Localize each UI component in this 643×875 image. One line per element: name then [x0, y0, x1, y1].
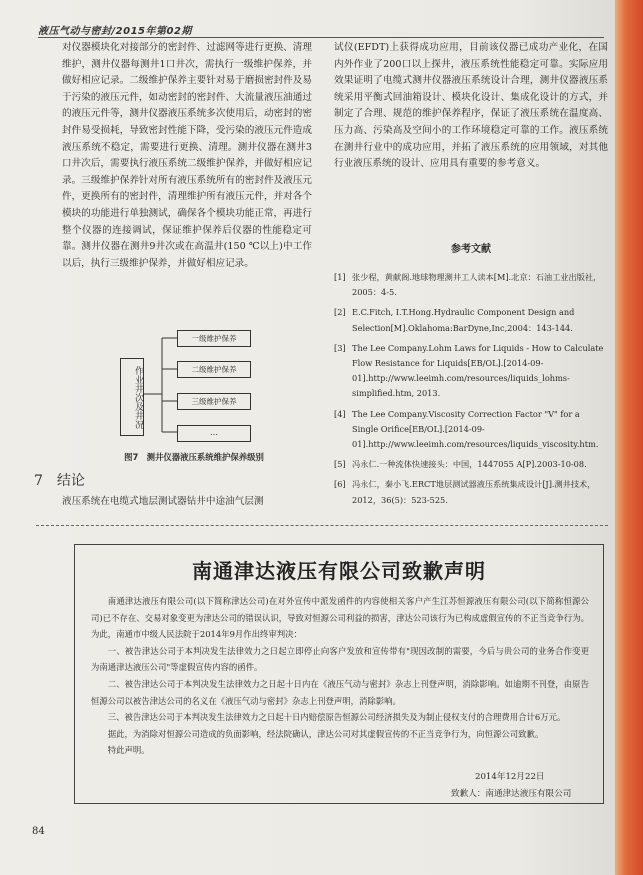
- figure-left-box: 作业井次及井况: [120, 358, 144, 436]
- section-heading: [34, 470, 85, 490]
- page-edge-color-band: [615, 0, 643, 875]
- right-column: [334, 40, 608, 173]
- reference-number: [4]: [334, 408, 346, 419]
- reference-number: [2]: [334, 307, 346, 318]
- reference-item: [334, 407, 608, 453]
- notice-body: [91, 593, 589, 759]
- section-divider: [36, 525, 608, 526]
- figure-level-2-box: 二级维护保养: [177, 361, 251, 378]
- reference-number: [5]: [334, 459, 346, 470]
- header-rule: [38, 37, 604, 38]
- apology-notice-box: [74, 544, 604, 804]
- reference-text: E.C.Fitch, I.T.Hong.Hydraulic Component Design and Selection[M].Oklahoma:BarDyne,Inc,2004：143-144.: [352, 307, 575, 333]
- reference-number: [3]: [334, 342, 346, 353]
- figure-caption: 图7 测井仪器液压系统维护保养级别: [124, 452, 264, 462]
- reference-item: [334, 305, 608, 335]
- references-title: 参考文献: [451, 244, 491, 255]
- reference-text: The Lee Company.Lohm Laws for Liquids - How to Calculate Flow Resistance for Liquids[EB/OL].[2014-09-01].http://www.leeimh.com/resources/liquids_lohms-simplified.htm, 2013.: [352, 342, 604, 399]
- notice-paragraph: 特此声明。: [107, 745, 150, 756]
- notice-signature: 致歉人：南通津达液压有限公司: [451, 789, 572, 799]
- left-column-paragraph: 对仪器模块化对接部分的密封件、过滤网等进行更换、清理维护，测井仪器每测井1口井次，需执行一级维护保养，并做好相应记录。二级维护保养主要针对易于磨损密封件及易于污染的液压元件，如动密封的密封件、大流量液压油通过的液压元件等，测井仪器液压系统多次使用后，动密封的密封件易受损耗，导致密封性能下降，受污染的液压元件造成液压系统不稳定，需要进行更换、清理。测井仪器在测井3口井次后，需要执行液压系统二级维护保养，并做好相应记录。三级维护保养针对所有液压系统所有的密封件及液压元件，更换所有的密封件，清理维护所有液压元件，并对各个模块的功能进行单独测试，确保各个模块功能正常，再进行整个仪器的连接调试，保证维护保养后仪器的性能稳定可靠。测井仪器在测井9井次或在高温井(150 ℃以上)中工作以后，执行三级维护保养，并做好相应记录。: [62, 42, 312, 269]
- reference-text: 冯永仁，秦小飞.ERCT地层测试器液压系统集成设计[J].测井技术，2012，36(5)：523-525.: [352, 479, 596, 505]
- reference-number: [1]: [334, 272, 346, 282]
- reference-text: 张少程，黄献阁.地球物理测井工人读本[M].北京：石油工业出版社，2005：4-5.: [352, 272, 602, 298]
- right-column-paragraph: 试仪(EFDT)上获得成功应用，目前该仪器已成功产业化，在国内外作业了200口以上探井，液压系统性能稳定可靠。实际应用效果证明了电缆式测井仪器液压系统设计合理，测井仪器液压系统采用平衡式回油箱设计、模块化设计、集成化设计的方式，并制定了合理、规范的维护保养程序，保证了液压系统在温度高、压力高、污染高及空间小的工作环境稳定可靠的工作。液压系统在测井行业中的成功应用，并拓了液压系统的应用领域，对其他行业液压系统的设计、应用具有重要的参考意义。: [334, 42, 608, 170]
- notice-paragraph: 一、被告津达公司于本判决发生法律效力之日起立即停止向客户发放和宣传带有"现因改制的需要，今后与贵公司的业务合作变更为南通津达液压公司"等虚假宣传内容的函件。: [91, 645, 589, 673]
- notice-paragraph: 据此，为消除对恒源公司造成的负面影响，经法院确认，津达公司对其虚假宣传的不正当竞争行为，向恒源公司致歉。: [107, 728, 544, 739]
- reference-number: [6]: [334, 479, 346, 490]
- page-number: 84: [32, 826, 45, 837]
- reference-text: 冯永仁.一种流体快速接头：中国，1447055 A[P].2003-10-08.: [352, 459, 587, 470]
- reference-text: The Lee Company.Viscosity Correction Factor "V" for a Single Orifice[EB/OL].[2014-09-01].http://www.leeimh.com/resources/liquids_viscosity.htm.: [352, 408, 599, 450]
- reference-item: [334, 341, 608, 402]
- notice-paragraph: 南通津达液压有限公司(以下简称津达公司)在对外宣传中派发函件的内容使相关客户产生江苏恒源液压有限公司(以下简称恒源公司)已不存在、交易对象变更为津达公司的错误认识，导致对恒源公司利益的损害，津达公司该行为已构成虚假宣传的不正当竞争行为。为此，南通市中级人民法院于2014年9月作出终审判决：: [91, 596, 589, 640]
- figure-level-3-box: 三级维护保养: [177, 393, 251, 410]
- left-column: [62, 40, 312, 272]
- conclusion-text: 液压系统在电缆式地层测试器钻井中途油气层测: [62, 496, 264, 507]
- notice-paragraph: 三、被告津达公司于本判决发生法律效力之日起十日内赔偿原告恒源公司经济损失及为制止侵权支付的合理费用合计6万元。: [107, 712, 566, 723]
- figure-level-1-box: 一级维护保养: [177, 330, 251, 347]
- references-list: [334, 270, 608, 513]
- section-number: 7: [34, 473, 43, 489]
- reference-item: [334, 477, 608, 507]
- reference-item: [334, 457, 608, 472]
- journal-header: 液压气动与密封/2015年第02期: [38, 26, 192, 37]
- reference-item: [334, 270, 608, 300]
- figure-ellipsis-box: …: [177, 425, 251, 442]
- notice-paragraph: 二、被告津达公司于本判决发生法律效力之日起十日内在《液压气动与密封》杂志上刊登声明，消除影响。如逾期不刊登，由原告恒源公司以被告津达公司的名义在《液压气动与密封》杂志上刊登声明，消除影响。: [91, 678, 589, 706]
- notice-date: 2014年12月22日: [475, 772, 545, 782]
- section-title: 结论: [56, 473, 85, 489]
- notice-title: 南通津达液压有限公司致歉声明: [192, 559, 486, 583]
- figure-7-diagram: [92, 330, 302, 440]
